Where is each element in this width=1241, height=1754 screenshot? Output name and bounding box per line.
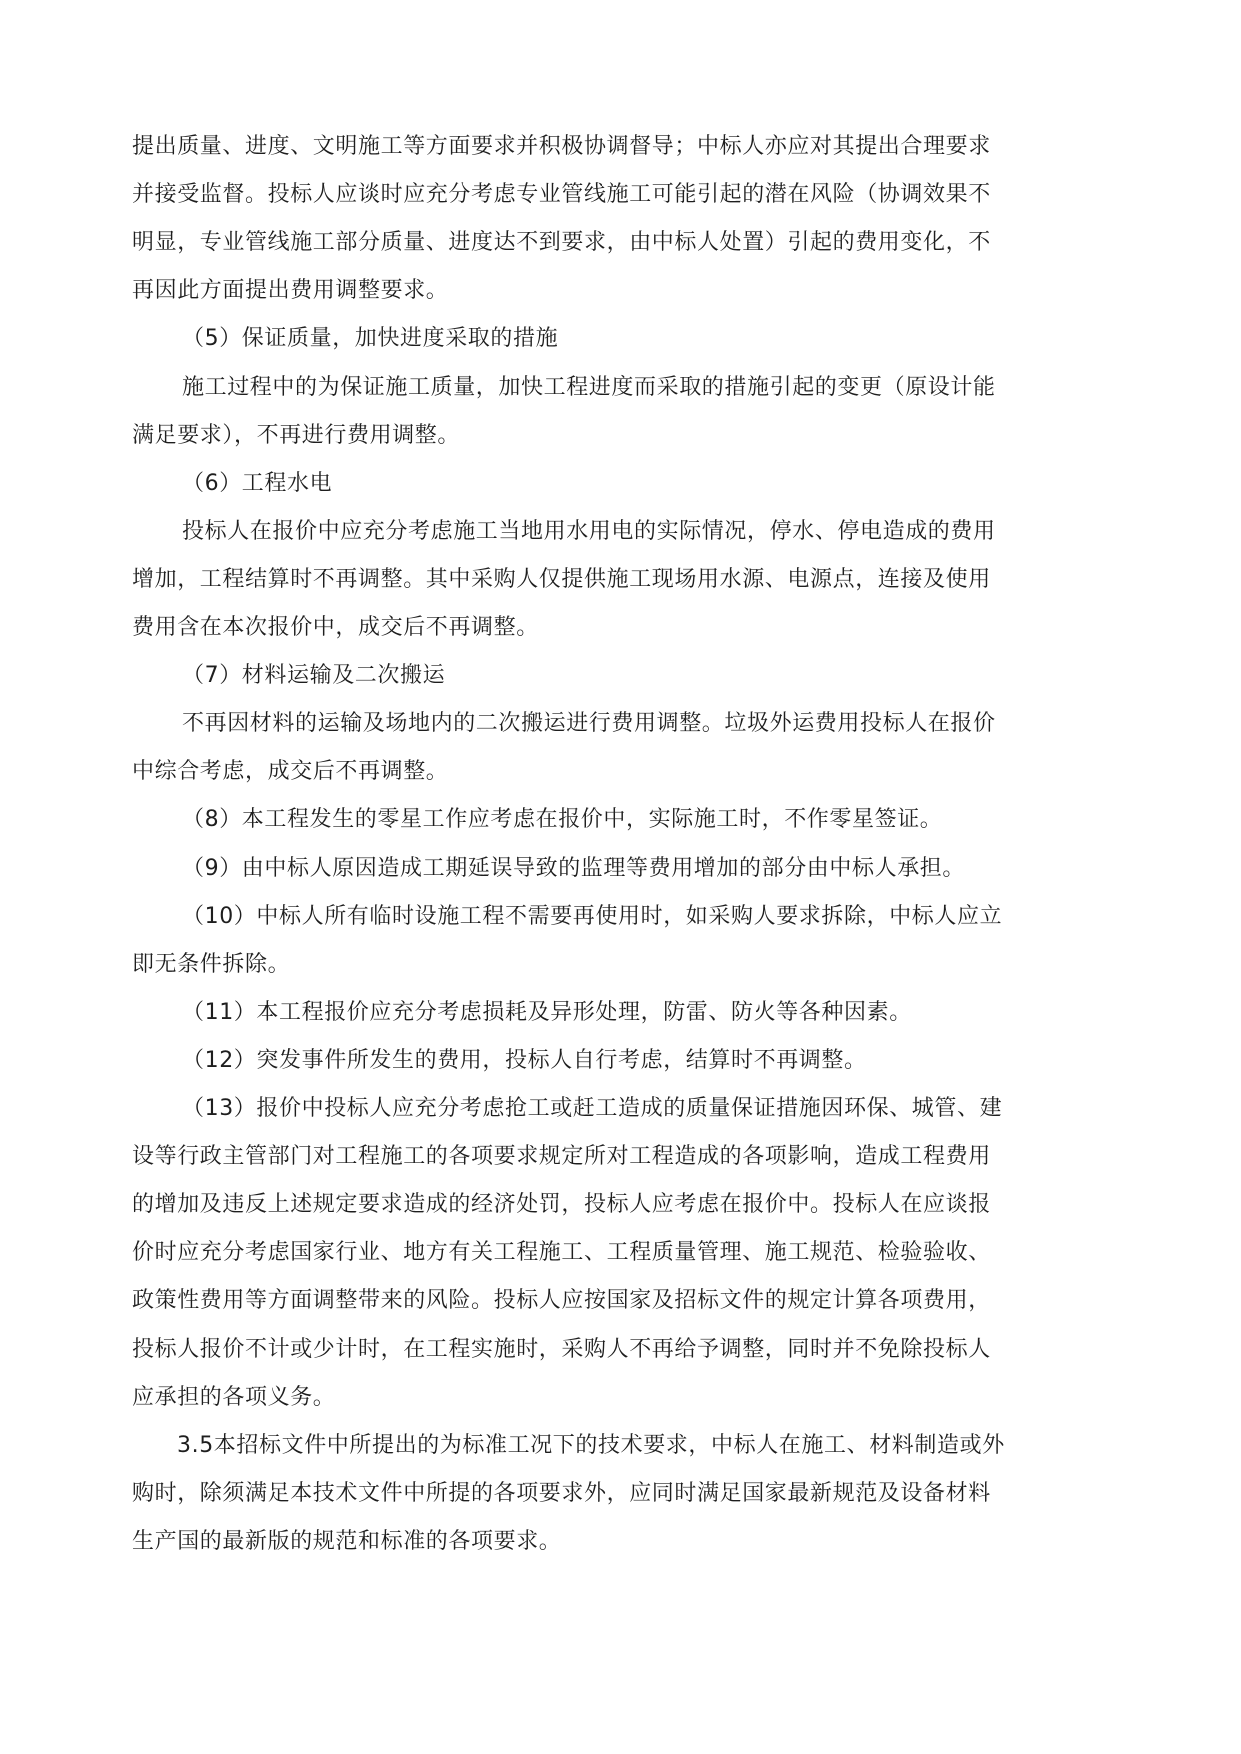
- paragraph-line: 设等行政主管部门对工程施工的各项要求规定所对工程造成的各项影响，造成工程费用: [132, 1144, 991, 1169]
- list-item: （9）由中标人原因造成工期延误导致的监理等费用增加的部分由中标人承担。: [182, 856, 965, 881]
- paragraph-line: 价时应充分考虑国家行业、地方有关工程施工、工程质量管理、施工规范、检验验收、: [132, 1240, 991, 1265]
- section-heading: （6）工程水电: [182, 471, 333, 496]
- section-heading: （7）材料运输及二次搬运: [182, 663, 446, 688]
- list-item: （10）中标人所有临时设施工程不需要再使用时，如采购人要求拆除，中标人应立: [182, 904, 1003, 929]
- paragraph-line: 费用含在本次报价中，成交后不再调整。: [132, 615, 539, 640]
- paragraph-line: 中综合考虑，成交后不再调整。: [132, 759, 449, 784]
- paragraph-line: 购时，除须满足本技术文件中所提的各项要求外，应同时满足国家最新规范及设备材料: [132, 1481, 991, 1506]
- paragraph-line: 投标人在报价中应充分考虑施工当地用水用电的实际情况，停水、停电造成的费用: [182, 519, 996, 544]
- paragraph-line: 投标人报价不计或少计时，在工程实施时，采购人不再给予调整，同时并不免除投标人: [132, 1337, 991, 1362]
- list-item: （8）本工程发生的零星工作应考虑在报价中，实际施工时，不作零星签证。: [182, 807, 943, 832]
- clause-paragraph: 3.5本招标文件中所提出的为标准工况下的技术要求，中标人在施工、材料制造或外: [177, 1433, 1005, 1458]
- paragraph-line: 应承担的各项义务。: [132, 1385, 336, 1410]
- paragraph-line: 的增加及违反上述规定要求造成的经济处罚，投标人应考虑在报价中。投标人在应谈报: [132, 1192, 991, 1217]
- paragraph-line: 增加，工程结算时不再调整。其中采购人仅提供施工现场用水源、电源点，连接及使用: [132, 567, 991, 592]
- section-heading: （5）保证质量，加快进度采取的措施: [182, 326, 559, 351]
- list-item: （11）本工程报价应充分考虑损耗及异形处理，防雷、防火等各种因素。: [182, 1000, 912, 1025]
- paragraph-line: 即无条件拆除。: [132, 952, 291, 977]
- paragraph-line: 生产国的最新版的规范和标准的各项要求。: [132, 1529, 562, 1554]
- paragraph-line: 提出质量、进度、文明施工等方面要求并积极协调督导；中标人亦应对其提出合理要求: [132, 134, 991, 159]
- paragraph-line: 施工过程中的为保证施工质量，加快工程进度而采取的措施引起的变更（原设计能: [182, 375, 996, 400]
- paragraph-line: 明显，专业管线施工部分质量、进度达不到要求，由中标人处置）引起的费用变化，不: [132, 230, 991, 255]
- paragraph-line: 政策性费用等方面调整带来的风险。投标人应按国家及招标文件的规定计算各项费用，: [132, 1288, 991, 1313]
- list-item: （13）报价中投标人应充分考虑抢工或赶工造成的质量保证措施因环保、城管、建: [182, 1096, 1003, 1121]
- paragraph-line: 再因此方面提出费用调整要求。: [132, 278, 449, 303]
- paragraph-line: 不再因材料的运输及场地内的二次搬运进行费用调整。垃圾外运费用投标人在报价: [182, 711, 996, 736]
- paragraph-line: 满足要求），不再进行费用调整。: [132, 423, 461, 448]
- paragraph-line: 并接受监督。投标人应谈时应充分考虑专业管线施工可能引起的潜在风险（协调效果不: [132, 182, 991, 207]
- list-item: （12）突发事件所发生的费用，投标人自行考虑，结算时不再调整。: [182, 1048, 867, 1073]
